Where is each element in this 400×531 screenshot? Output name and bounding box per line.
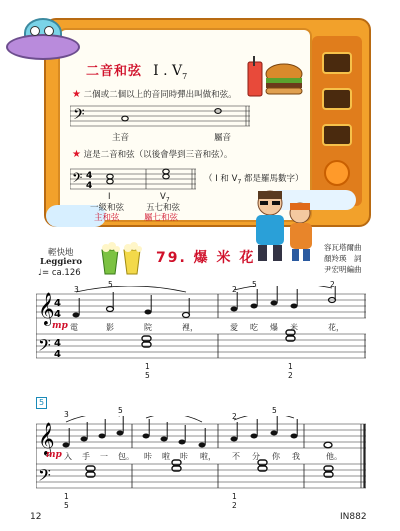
lyric: 愛 <box>230 323 238 332</box>
credit-lyricist: 顏羚瑛 詞 <box>324 254 362 263</box>
time-sig: 4 <box>54 298 61 309</box>
treble-clef-icon: 𝄞 <box>38 292 55 325</box>
intro-line-1-text: 二個或二個以上的音同時彈出叫做和弦。 <box>83 90 237 100</box>
time-sig-bottom: 4 <box>86 181 93 191</box>
chord-i-desc: 一級和弦 <box>90 203 125 213</box>
staff-example-1 <box>70 103 250 129</box>
lyric: 手 <box>82 452 90 461</box>
catalog-code: IN882 <box>340 512 367 522</box>
fingering: 5 <box>118 406 123 415</box>
fingering: 1 <box>232 492 237 501</box>
panel-knob <box>322 52 352 74</box>
time-sig-top: 4 <box>86 171 93 181</box>
song-title: 79. 爆 米 花 <box>156 250 256 266</box>
credit-arranger: 尹宏明編曲 <box>324 265 362 274</box>
staff-example-2 <box>70 166 196 192</box>
lyric: 咔 <box>144 452 152 461</box>
lyric: 一 <box>100 452 108 461</box>
fingering: 2 <box>232 501 237 510</box>
time-sig: 4 <box>54 309 61 320</box>
panel-knob <box>322 88 352 110</box>
lesson-title-sub: 7 <box>182 72 188 82</box>
dynamic-mp: mp <box>46 450 62 460</box>
tempo-chinese: 輕快地 <box>48 248 74 258</box>
fingering: 2 <box>232 412 237 421</box>
popcorn-icon <box>98 240 146 276</box>
panel-knob <box>322 124 352 146</box>
credit-composer: 容瓦塔爾曲 <box>324 243 362 252</box>
dynamic-mp: mp <box>52 321 68 331</box>
chord-v-name: 屬七和弦 <box>144 213 179 223</box>
intro-line-2 <box>72 148 232 160</box>
intro-line-2-text: 這是二音和弦（以後會學到三音和弦）。 <box>83 150 233 160</box>
song-credits <box>324 242 362 275</box>
lyric: 啦 <box>162 452 170 461</box>
fingering: 1 <box>145 362 150 371</box>
time-sig: 4 <box>54 338 61 349</box>
fingering: 2 <box>232 285 237 294</box>
bass-clef-icon: 𝄢 <box>72 170 83 189</box>
lyric: 咔 <box>180 452 188 461</box>
lyric: 吃 <box>250 323 258 332</box>
label-root: 主音 <box>112 133 130 143</box>
chord-v-numeral: $V_7$ <box>160 192 170 204</box>
lyric: 花， <box>328 323 344 332</box>
chord-v-desc: 五七和弦 <box>146 203 181 213</box>
intro-line-1 <box>72 88 237 100</box>
fingering: 1 <box>288 362 293 371</box>
hamburger-icon <box>246 56 306 102</box>
fingering: 2 <box>330 280 335 289</box>
star-icon: ★ <box>72 89 81 100</box>
fingering: 3 <box>74 285 79 294</box>
label-dominant: 屬音 <box>214 133 232 143</box>
kids-illustration-icon <box>248 185 320 263</box>
chord-i-name: 主和弦 <box>94 213 120 223</box>
fingering: 5 <box>252 280 257 289</box>
lyric: 啦， <box>200 452 216 461</box>
bass-clef-icon: 𝄢 <box>73 106 85 127</box>
fingering: 5 <box>64 501 69 510</box>
fingering: 5 <box>272 406 277 415</box>
lyric: 你 <box>272 452 280 461</box>
lyric: 他。 <box>326 452 342 461</box>
fingering: 2 <box>288 371 293 380</box>
lesson-title <box>86 60 187 81</box>
fingering: 5 <box>108 280 113 289</box>
tempo-italian: Leggiero <box>40 257 83 267</box>
lesson-title-chinese: 二音和弦 <box>86 64 143 79</box>
bass-clef-icon: 𝄢 <box>38 335 51 359</box>
chord-i-numeral: I <box>108 192 111 202</box>
roman-numeral-note: （ I 和 $V_7$ 都是羅馬數字） <box>204 174 304 186</box>
lyric: 入 <box>64 452 72 461</box>
lyric: 爆 <box>270 323 278 332</box>
treble-clef-icon: 𝄞 <box>38 422 55 455</box>
fingering: 5 <box>145 371 150 380</box>
lyric: 裡， <box>182 323 198 332</box>
time-sig: 4 <box>54 349 61 360</box>
music-system-1 <box>36 286 366 362</box>
fingering: 1 <box>64 492 69 501</box>
lyric: 院 <box>144 323 152 332</box>
lesson-title-roman: I . V <box>153 63 183 79</box>
lyric: 我 <box>292 452 300 461</box>
panel-dial <box>324 160 350 186</box>
lyric: 電 <box>70 323 78 332</box>
lyric: 不 <box>232 452 240 461</box>
page-number: 12 <box>30 512 42 522</box>
lyric: 影 <box>106 323 114 332</box>
ufo-icon <box>0 0 90 70</box>
lyric: 包。 <box>118 452 134 461</box>
measure-number: 5 <box>36 397 47 409</box>
fingering: 3 <box>64 410 69 419</box>
tempo-mark: ♩= ca.126 <box>38 268 81 278</box>
star-icon: ★ <box>72 149 81 160</box>
lyric: 分 <box>252 452 260 461</box>
lyric: 米 <box>290 323 298 332</box>
bass-clef-icon: 𝄢 <box>38 465 51 489</box>
